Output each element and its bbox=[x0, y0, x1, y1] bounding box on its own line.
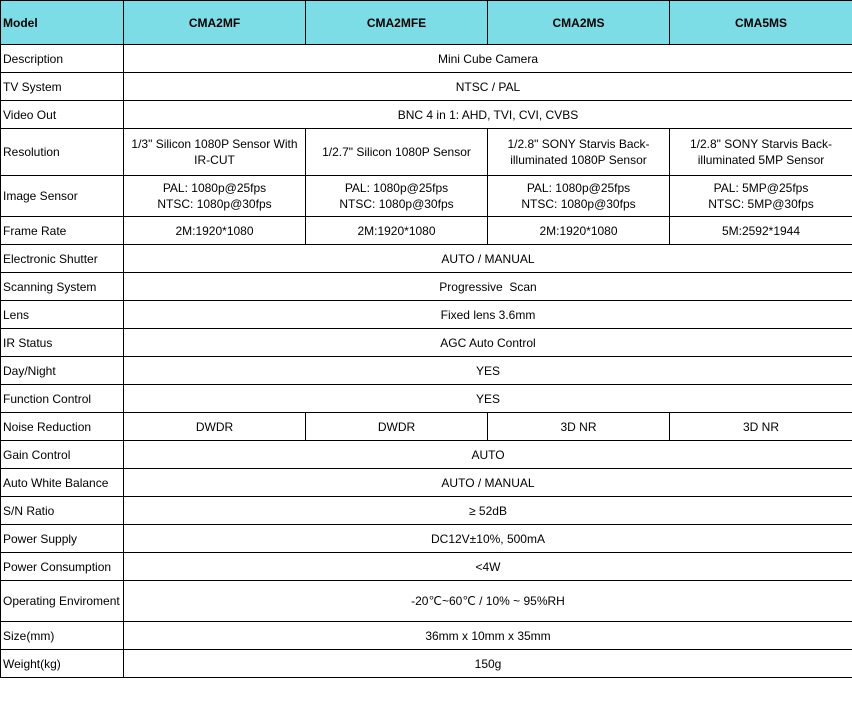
header-col-cma5ms: CMA5MS bbox=[670, 1, 852, 45]
header-col-cma2mf: CMA2MF bbox=[124, 1, 306, 45]
row-label: Description bbox=[1, 45, 124, 73]
cell-value: 3D NR bbox=[670, 413, 852, 441]
row-lens bbox=[1, 301, 852, 329]
row-operating-environment bbox=[1, 581, 852, 622]
ntsc-text: NTSC: 5MP@30fps bbox=[708, 197, 814, 211]
cell-value: DWDR bbox=[306, 413, 488, 441]
row-frame-rate bbox=[1, 217, 852, 245]
row-value: -20℃~60℃ / 10% ~ 95%RH bbox=[124, 581, 852, 622]
row-resolution bbox=[1, 129, 852, 176]
row-image-sensor bbox=[1, 176, 852, 217]
row-value: BNC 4 in 1: AHD, TVI, CVI, CVBS bbox=[124, 101, 852, 129]
header-col-cma2mfe: CMA2MFE bbox=[306, 1, 488, 45]
row-label: S/N Ratio bbox=[1, 497, 124, 525]
row-description bbox=[1, 45, 852, 73]
row-label: Resolution bbox=[1, 129, 124, 176]
row-value: YES bbox=[124, 385, 852, 413]
row-day-night bbox=[1, 357, 852, 385]
row-label: Noise Reduction bbox=[1, 413, 124, 441]
row-value: <4W bbox=[124, 553, 852, 581]
row-label: Day/Night bbox=[1, 357, 124, 385]
header-row bbox=[1, 1, 852, 45]
row-value: AUTO / MANUAL bbox=[124, 469, 852, 497]
row-label: IR Status bbox=[1, 329, 124, 357]
row-value: AUTO / MANUAL bbox=[124, 245, 852, 273]
row-auto-white-balance bbox=[1, 469, 852, 497]
row-label: Power Supply bbox=[1, 525, 124, 553]
row-value: Fixed lens 3.6mm bbox=[124, 301, 852, 329]
row-gain-control bbox=[1, 441, 852, 469]
cell-value: DWDR bbox=[124, 413, 306, 441]
ntsc-text: NTSC: 1080p@30fps bbox=[521, 197, 636, 211]
row-label: Lens bbox=[1, 301, 124, 329]
ntsc-text: NTSC: 1080p@30fps bbox=[339, 197, 454, 211]
header-model: Model bbox=[1, 1, 124, 45]
cell-value bbox=[488, 176, 670, 217]
cell-value: 1/2.8" SONY Starvis Back-illuminated 1080P Sensor bbox=[488, 129, 670, 176]
cell-value: 2M:1920*1080 bbox=[306, 217, 488, 245]
header-col-cma2ms: CMA2MS bbox=[488, 1, 670, 45]
row-ir-status bbox=[1, 329, 852, 357]
pal-text: PAL: 5MP@25fps bbox=[713, 181, 809, 195]
row-value: ≥ 52dB bbox=[124, 497, 852, 525]
row-value: 150g bbox=[124, 650, 852, 678]
row-label: Auto White Balance bbox=[1, 469, 124, 497]
cell-value bbox=[124, 176, 306, 217]
row-noise-reduction bbox=[1, 413, 852, 441]
row-value: YES bbox=[124, 357, 852, 385]
row-label: Video Out bbox=[1, 101, 124, 129]
row-label: Gain Control bbox=[1, 441, 124, 469]
row-electronic-shutter bbox=[1, 245, 852, 273]
row-power-supply bbox=[1, 525, 852, 553]
row-value: Mini Cube Camera bbox=[124, 45, 852, 73]
row-value: AGC Auto Control bbox=[124, 329, 852, 357]
row-label: Scanning System bbox=[1, 273, 124, 301]
row-scanning-system bbox=[1, 273, 852, 301]
row-label: Operating Enviroment bbox=[1, 581, 124, 622]
cell-value: 1/3" Silicon 1080P Sensor With IR-CUT bbox=[124, 129, 306, 176]
row-label: Image Sensor bbox=[1, 176, 124, 217]
row-value: 36mm x 10mm x 35mm bbox=[124, 622, 852, 650]
row-value: DC12V±10%, 500mA bbox=[124, 525, 852, 553]
cell-value: 5M:2592*1944 bbox=[670, 217, 852, 245]
row-sn-ratio bbox=[1, 497, 852, 525]
cell-value: 1/2.7" Silicon 1080P Sensor bbox=[306, 129, 488, 176]
row-label: Frame Rate bbox=[1, 217, 124, 245]
row-value: NTSC / PAL bbox=[124, 73, 852, 101]
row-label: Weight(kg) bbox=[1, 650, 124, 678]
cell-value bbox=[306, 176, 488, 217]
pal-text: PAL: 1080p@25fps bbox=[344, 181, 449, 195]
row-weight bbox=[1, 650, 852, 678]
row-function-control bbox=[1, 385, 852, 413]
cell-value: 3D NR bbox=[488, 413, 670, 441]
row-tv-system bbox=[1, 73, 852, 101]
row-value: Progressive Scan bbox=[124, 273, 852, 301]
pal-text: PAL: 1080p@25fps bbox=[162, 181, 267, 195]
cell-value: 2M:1920*1080 bbox=[124, 217, 306, 245]
row-power-consumption bbox=[1, 553, 852, 581]
row-label: Size(mm) bbox=[1, 622, 124, 650]
row-value: AUTO bbox=[124, 441, 852, 469]
row-video-out bbox=[1, 101, 852, 129]
ntsc-text: NTSC: 1080p@30fps bbox=[157, 197, 272, 211]
row-label: Power Consumption bbox=[1, 553, 124, 581]
cell-value: 1/2.8" SONY Starvis Back-illuminated 5MP Sensor bbox=[670, 129, 852, 176]
cell-value: 2M:1920*1080 bbox=[488, 217, 670, 245]
row-label: Electronic Shutter bbox=[1, 245, 124, 273]
row-label: Function Control bbox=[1, 385, 124, 413]
row-label: TV System bbox=[1, 73, 124, 101]
pal-text: PAL: 1080p@25fps bbox=[526, 181, 631, 195]
row-size bbox=[1, 622, 852, 650]
cell-value bbox=[670, 176, 852, 217]
